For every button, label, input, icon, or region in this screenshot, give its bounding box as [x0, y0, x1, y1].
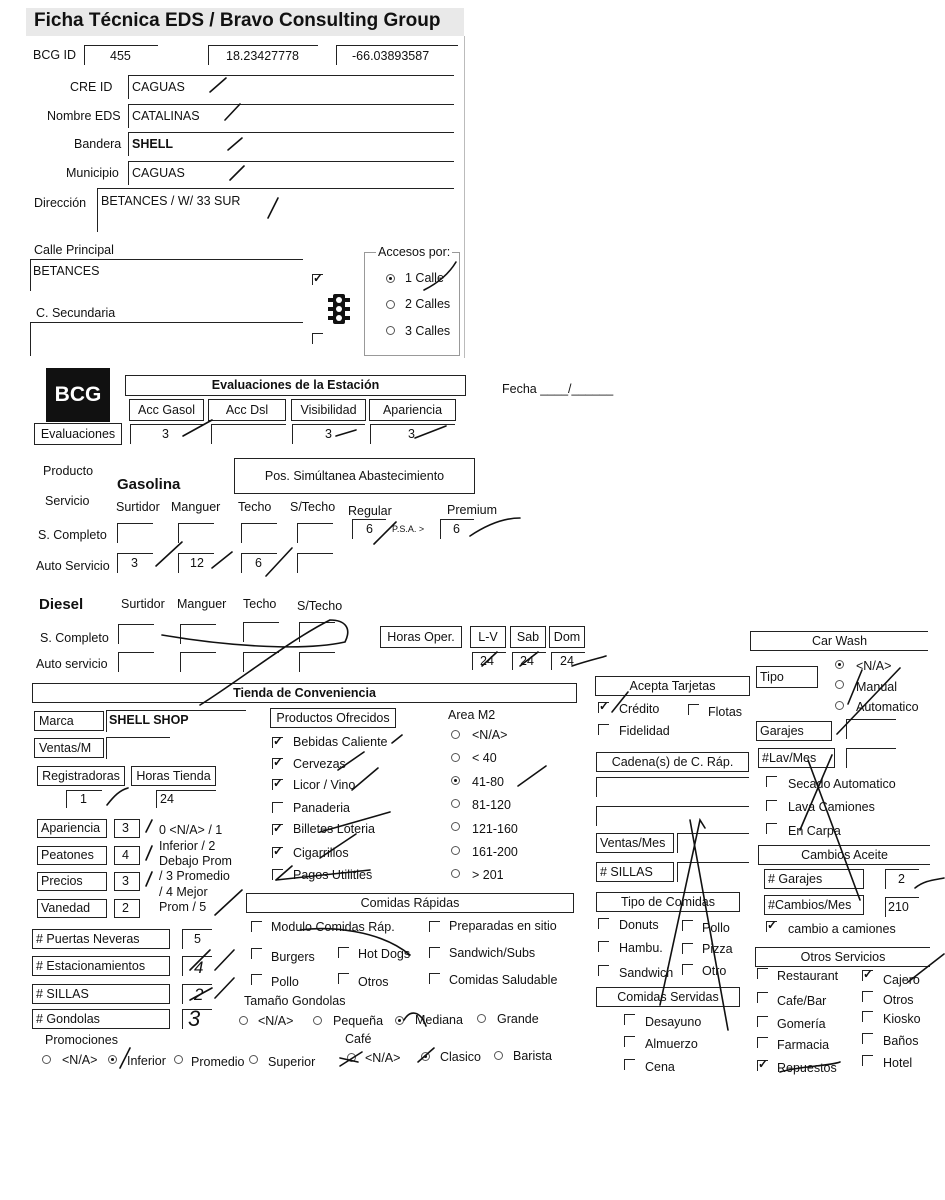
producto-label-2: Cervezas — [293, 757, 346, 771]
promocion-radio-1[interactable] — [42, 1055, 51, 1064]
garajes-label: Garajes — [756, 721, 832, 741]
producto-label-1: Bebidas Caliente — [293, 735, 388, 749]
count-puertas-label: # Puertas Neveras — [32, 929, 170, 949]
gas-sc-techo[interactable] — [241, 523, 277, 543]
registradoras-label: Registradoras — [37, 766, 125, 786]
comida-checkbox-5[interactable] — [429, 947, 440, 958]
bandera-label: Bandera — [74, 137, 122, 151]
dsl-as-techo[interactable] — [243, 652, 279, 672]
area-radio-5[interactable] — [451, 822, 460, 831]
gondola-option-4: Grande — [497, 1012, 539, 1026]
otro-servicio-label-2: Cajero — [883, 973, 920, 987]
cw-option-checkbox-1[interactable] — [766, 776, 777, 787]
direccion-value: BETANCES / W/ 33 SUR — [101, 194, 241, 208]
comida-label-7: Otros — [358, 975, 389, 989]
gas-as-surtidor-value: 3 — [131, 556, 138, 570]
gas-col-techo: Techo — [238, 500, 272, 514]
cadena-field-2[interactable] — [596, 806, 749, 826]
horas-tienda-label: Horas Tienda — [131, 766, 216, 786]
eval-visibilidad-value: 3 — [325, 427, 332, 441]
area-radio-3[interactable] — [451, 776, 460, 785]
tipo-comida-label-6: Otro — [702, 964, 727, 978]
otro-servicio-checkbox-5[interactable] — [757, 1016, 768, 1027]
cadena-field-1[interactable] — [596, 777, 749, 797]
area-option-1: <N/A> — [472, 728, 508, 742]
comida-checkbox-8[interactable] — [429, 973, 440, 984]
cafe-option-2: Clasico — [440, 1050, 481, 1064]
scale-text-4: / 3 Promedio — [159, 869, 230, 883]
tarjeta-checkbox-2[interactable] — [688, 704, 699, 715]
otro-servicio-label-9: Repuestos — [777, 1061, 837, 1075]
promocion-option-2: Inferior — [127, 1054, 166, 1068]
car-wash-tipo-radio-3[interactable] — [835, 701, 844, 710]
area-radio-4[interactable] — [451, 799, 460, 808]
otro-servicio-checkbox-7[interactable] — [757, 1037, 768, 1048]
tamano-gondolas-label: Tamaño Gondolas — [244, 994, 346, 1008]
aceite-cambios-value: 210 — [888, 900, 909, 914]
area-option-4: 81-120 — [472, 798, 511, 812]
accesos-option-2: 2 Calles — [405, 297, 451, 311]
cafe-option-1: <N/A> — [365, 1051, 401, 1065]
producto-label-7: Pagos Utilities — [293, 868, 373, 882]
car-wash-tipo-radio-1[interactable] — [835, 660, 844, 669]
gas-as-techo-value: 6 — [255, 556, 262, 570]
car-wash-tipo-option-3: Automatico — [856, 700, 919, 714]
otro-servicio-checkbox-3[interactable] — [757, 992, 768, 1003]
tarjeta-label-3: Fidelidad — [619, 724, 670, 738]
calle-principal-checkbox[interactable] — [312, 274, 323, 285]
dsl-col-surtidor: Surtidor — [121, 597, 165, 611]
promocion-option-3: Promedio — [191, 1055, 245, 1069]
accesos-label: Accesos por: — [378, 245, 451, 259]
eval-acc-dsl-field[interactable] — [211, 424, 286, 444]
promocion-radio-4[interactable] — [249, 1055, 258, 1064]
eval-col-acc-dsl: Acc Dsl — [208, 399, 286, 421]
horas-col-lv: L-V — [470, 626, 506, 648]
horas-oper-header: Horas Oper. — [380, 626, 462, 648]
scale-text-5: / 4 Mejor — [159, 885, 208, 899]
dsl-col-stecho: S/Techo — [297, 599, 343, 613]
otro-servicio-label-4: Otros — [883, 993, 914, 1007]
bcg-logo: BCG — [46, 368, 110, 422]
car-wash-tipo-option-1: <N/A> — [856, 659, 892, 673]
tipo-comida-label-4: Pizza — [702, 942, 733, 956]
ventas-mes-field[interactable] — [677, 833, 749, 853]
regular-label: Regular — [348, 504, 392, 518]
producto-checkbox-4[interactable] — [272, 802, 283, 813]
otro-servicio-label-6: Kiosko — [883, 1012, 921, 1026]
otro-servicio-label-1: Restaurant — [777, 969, 839, 983]
area-radio-6[interactable] — [451, 846, 460, 855]
accesos-radio-1[interactable] — [386, 274, 395, 283]
otro-servicio-checkbox-2[interactable] — [862, 970, 873, 981]
car-wash-tipo-radio-2[interactable] — [835, 680, 844, 689]
accesos-radio-2[interactable] — [386, 300, 395, 309]
bcg-id-label: BCG ID — [33, 48, 77, 62]
eval-col-acc-gasol: Acc Gasol — [129, 399, 204, 421]
gas-col-surtidor: Surtidor — [116, 500, 160, 514]
scale-text-3: Debajo Prom — [159, 854, 232, 868]
eval-acc-gasol-value: 3 — [162, 427, 169, 441]
tipo-comida-label-5: Sandwich — [619, 966, 674, 980]
gondola-radio-3[interactable] — [395, 1016, 404, 1025]
marca-value: SHELL SHOP — [109, 713, 189, 727]
bandera-field[interactable] — [128, 132, 454, 156]
comida-label-2: Preparadas en sitio — [449, 919, 557, 933]
gas-sc-stecho[interactable] — [297, 523, 333, 543]
tipo-comida-label-2: Pollo — [702, 921, 730, 935]
horas-tienda-value: 24 — [160, 792, 174, 806]
promocion-option-1: <N/A> — [62, 1053, 98, 1067]
producto-checkbox-5[interactable] — [272, 824, 283, 835]
ventas-m-label: Ventas/M — [34, 738, 104, 758]
cw-option-checkbox-2[interactable] — [766, 800, 777, 811]
cafe-radio-2[interactable] — [421, 1052, 430, 1061]
otro-servicio-checkbox-1[interactable] — [757, 968, 768, 979]
scale-text-2: Inferior / 2 — [159, 839, 216, 853]
rating-apariencia-value: 3 — [122, 821, 129, 835]
cafe-radio-3[interactable] — [494, 1051, 503, 1060]
producto-checkbox-2[interactable] — [272, 758, 283, 769]
premium-label: Premium — [447, 503, 498, 517]
cambio-camiones-checkbox[interactable] — [766, 921, 777, 932]
gas-s-completo-label: S. Completo — [38, 528, 107, 542]
otro-servicio-label-3: Cafe/Bar — [777, 994, 827, 1008]
servida-label-3: Cena — [645, 1060, 675, 1074]
tipo-comida-checkbox-3[interactable] — [598, 941, 609, 952]
area-option-7: > 201 — [472, 868, 504, 882]
producto-label: Producto — [43, 464, 94, 478]
producto-label-4: Panaderia — [293, 801, 350, 815]
municipio-value: CAGUAS — [132, 166, 185, 180]
area-option-2: < 40 — [472, 751, 497, 765]
scale-text-6: Prom / 5 — [159, 900, 207, 914]
nombre-eds-label: Nombre EDS — [47, 109, 121, 123]
calle-principal-value: BETANCES — [33, 264, 100, 278]
area-radio-7[interactable] — [451, 869, 460, 878]
gas-col-manguer: Manguer — [171, 500, 221, 514]
rating-precios-label: Precios — [37, 872, 107, 891]
comida-checkbox-4[interactable] — [338, 947, 349, 958]
otro-servicio-checkbox-6[interactable] — [862, 1011, 873, 1022]
count-puertas-value: 5 — [194, 932, 201, 946]
accesos-option-3: 3 Calles — [405, 324, 451, 338]
count-estacionamientos-label: # Estacionamientos — [32, 956, 170, 976]
tipo-comida-checkbox-5[interactable] — [598, 965, 609, 976]
comida-checkbox-3[interactable] — [251, 948, 262, 959]
cre-id-value: CAGUAS — [132, 80, 185, 94]
otro-servicio-checkbox-10[interactable] — [862, 1055, 873, 1066]
aceite-garajes-value: 2 — [898, 872, 905, 886]
dsl-as-stecho[interactable] — [299, 652, 335, 672]
comidas-servidas-header: Comidas Servidas — [596, 987, 740, 1007]
area-option-5: 121-160 — [472, 822, 518, 836]
horas-dom-value: 24 — [560, 654, 574, 668]
comida-label-1: Modulo Comidas Ráp. — [271, 920, 395, 934]
count-sillas-value: 2 — [194, 985, 204, 1004]
eval-apariencia-value: 3 — [408, 427, 415, 441]
premium-value: 6 — [453, 522, 460, 536]
dsl-sc-manguer[interactable] — [180, 624, 216, 644]
acepta-tarjetas-header: Acepta Tarjetas — [595, 676, 750, 696]
calle-secundaria-label: C. Secundaria — [36, 306, 116, 320]
cambios-aceite-header: Cambios Aceite — [758, 845, 930, 865]
tarjeta-label-1: Crédito — [619, 702, 660, 716]
tarjeta-checkbox-1[interactable] — [598, 702, 609, 713]
gondola-radio-2[interactable] — [313, 1016, 322, 1025]
promociones-label: Promociones — [45, 1033, 118, 1047]
otro-servicio-checkbox-4[interactable] — [862, 991, 873, 1002]
rating-peatones-value: 4 — [122, 848, 129, 862]
rating-peatones-label: Peatones — [37, 846, 107, 865]
dsl-s-completo-label: S. Completo — [40, 631, 109, 645]
car-wash-tipo-option-2: Manual — [856, 680, 897, 694]
aceite-cambios-label: #Cambios/Mes — [764, 895, 864, 915]
servida-label-1: Desayuno — [645, 1015, 702, 1029]
gas-sc-manguer[interactable] — [178, 523, 214, 543]
cw-option-label-1: Secado Automatico — [788, 777, 896, 791]
nombre-eds-value: CATALINAS — [132, 109, 200, 123]
gondola-radio-4[interactable] — [477, 1014, 486, 1023]
tipo-comida-checkbox-4[interactable] — [682, 943, 693, 954]
servicio-label: Servicio — [45, 494, 90, 508]
count-sillas-label: # SILLAS — [32, 984, 170, 1004]
producto-checkbox-6[interactable] — [272, 847, 283, 858]
productos-header: Productos Ofrecidos — [270, 708, 396, 728]
count-gondolas-label: # Gondolas — [32, 1009, 170, 1029]
ventas-m-field[interactable] — [106, 737, 170, 759]
area-option-6: 161-200 — [472, 845, 518, 859]
eval-col-visibilidad: Visibilidad — [291, 399, 366, 421]
count-gondolas-value: 3 — [188, 1006, 201, 1031]
dsl-sc-techo[interactable] — [243, 622, 279, 642]
cadena-header: Cadena(s) de C. Ráp. — [596, 752, 749, 772]
form-title: Ficha Técnica EDS / Bravo Consulting Group — [34, 10, 441, 31]
area-radio-2[interactable] — [451, 753, 460, 762]
diesel-title: Diesel — [39, 596, 84, 613]
comida-checkbox-7[interactable] — [338, 973, 349, 984]
calle-secundaria-field[interactable] — [30, 322, 303, 356]
horas-col-dom: Dom — [549, 626, 585, 648]
tipo-comida-label-1: Donuts — [619, 918, 659, 932]
sillas-cr-field[interactable] — [677, 862, 749, 882]
garajes-field[interactable] — [846, 719, 896, 739]
servida-checkbox-2[interactable] — [624, 1036, 635, 1047]
horas-sab-value: 24 — [520, 654, 534, 668]
cafe-option-3: Barista — [513, 1049, 552, 1063]
comida-label-4: Hot Dogs — [358, 947, 411, 961]
bcg-id-value: 455 — [110, 49, 131, 63]
gondola-option-3: Mediana — [415, 1013, 463, 1027]
tienda-header: Tienda de Conveniencia — [32, 683, 577, 703]
comidas-rapidas-header: Comidas Rápidas — [246, 893, 574, 913]
psa-label: P.S.A. > — [392, 524, 425, 534]
cambio-camiones-label: cambio a camiones — [788, 922, 896, 936]
promocion-radio-2[interactable] — [108, 1055, 117, 1064]
comida-label-6: Pollo — [271, 975, 299, 989]
producto-checkbox-1[interactable] — [272, 737, 283, 748]
otro-servicio-label-7: Farmacia — [777, 1038, 830, 1052]
municipio-label: Municipio — [66, 166, 119, 180]
area-option-3: 41-80 — [472, 775, 504, 789]
area-radio-1[interactable] — [451, 730, 460, 739]
gondola-radio-1[interactable] — [239, 1016, 248, 1025]
accesos-radio-3[interactable] — [386, 326, 395, 335]
cw-option-label-2: Lava Camiones — [788, 800, 875, 814]
horas-lv-value: 24 — [480, 654, 494, 668]
tipo-comida-label-3: Hambu. — [619, 941, 663, 955]
tipo-comidas-header: Tipo de Comidas — [596, 892, 740, 912]
otro-servicio-checkbox-8[interactable] — [862, 1033, 873, 1044]
otro-servicio-label-5: Gomería — [777, 1017, 826, 1031]
direccion-label: Dirección — [34, 196, 87, 210]
latitude-value: 18.23427778 — [226, 49, 299, 63]
promocion-radio-3[interactable] — [174, 1055, 183, 1064]
producto-label-3: Licor / Vino — [293, 778, 356, 792]
servida-checkbox-3[interactable] — [624, 1059, 635, 1070]
tipo-comida-checkbox-1[interactable] — [598, 918, 609, 929]
fecha-label: Fecha ____/______ — [502, 382, 614, 396]
tarjeta-label-2: Flotas — [708, 705, 743, 719]
gas-as-manguer-value: 12 — [190, 556, 204, 570]
car-wash-header: Car Wash — [750, 631, 928, 651]
cafe-radio-1[interactable] — [347, 1053, 356, 1062]
dsl-col-techo: Techo — [243, 597, 277, 611]
calle-principal-label: Calle Principal — [34, 243, 114, 257]
otro-servicio-label-8: Baños — [883, 1034, 919, 1048]
gas-col-stecho: S/Techo — [290, 500, 336, 514]
rating-vanedad-label: Vanedad — [37, 899, 107, 918]
cw-option-label-3: En Carpa — [788, 824, 841, 838]
marca-label: Marca — [34, 711, 104, 731]
regular-value: 6 — [366, 522, 373, 536]
dsl-sc-stecho[interactable] — [299, 622, 335, 642]
dsl-sc-surtidor[interactable] — [118, 624, 154, 644]
comida-checkbox-2[interactable] — [429, 921, 440, 932]
tipo-comida-checkbox-2[interactable] — [682, 920, 693, 931]
comida-checkbox-6[interactable] — [251, 974, 262, 985]
accesos-option-1: 1 Calle — [405, 271, 444, 285]
comida-label-3: Burgers — [271, 950, 315, 964]
producto-checkbox-7[interactable] — [272, 869, 283, 880]
gas-auto-servicio-label: Auto Servicio — [36, 559, 110, 573]
ventas-mes-label: Ventas/Mes — [596, 833, 674, 853]
gas-as-stecho[interactable] — [297, 553, 333, 573]
cre-id-label: CRE ID — [70, 80, 113, 94]
eval-col-apariencia: Apariencia — [369, 399, 456, 421]
rating-apariencia-label: Apariencia — [37, 819, 107, 838]
registradoras-value: 1 — [80, 792, 87, 806]
tarjeta-checkbox-3[interactable] — [598, 724, 609, 735]
area-m2-label: Area M2 — [448, 708, 496, 722]
gas-sc-surtidor[interactable] — [117, 523, 153, 543]
evaluaciones-header: Evaluaciones de la Estación — [125, 375, 466, 396]
otros-servicios-header: Otros Servicios — [755, 947, 930, 967]
aceite-garajes-label: # Garajes — [764, 869, 864, 889]
dsl-col-manguer: Manguer — [177, 597, 227, 611]
producto-label-6: Cigarrillos — [293, 846, 349, 860]
calle-secundaria-checkbox[interactable] — [312, 333, 323, 344]
gondola-option-1: <N/A> — [258, 1014, 294, 1028]
comida-label-5: Sandwich/Subs — [449, 946, 536, 960]
dsl-as-surtidor[interactable] — [118, 652, 154, 672]
tipo-comida-checkbox-6[interactable] — [682, 964, 693, 975]
comida-label-8: Comidas Saludable — [449, 973, 558, 987]
otro-servicio-checkbox-9[interactable] — [757, 1060, 768, 1071]
traffic-light-icon — [326, 292, 352, 326]
longitude-value: -66.03893587 — [352, 49, 430, 63]
car-wash-tipo-label: Tipo — [756, 666, 818, 688]
pos-simultanea-header: Pos. Simúltanea Abastecimiento — [234, 458, 475, 494]
count-estacionamientos-value: 4 — [194, 958, 204, 977]
gondola-option-2: Pequeña — [333, 1014, 384, 1028]
scale-text-1: 0 <N/A> / 1 — [159, 823, 223, 837]
dsl-as-manguer[interactable] — [180, 652, 216, 672]
producto-checkbox-3[interactable] — [272, 779, 283, 790]
gasolina-title: Gasolina — [117, 476, 181, 493]
producto-label-5: Billetes Loteria — [293, 822, 375, 836]
servida-label-2: Almuerzo — [645, 1037, 698, 1051]
bandera-value: SHELL — [132, 137, 173, 151]
comida-checkbox-1[interactable] — [251, 921, 262, 932]
horas-col-sab: Sab — [510, 626, 546, 648]
evaluaciones-button[interactable]: Evaluaciones — [34, 423, 122, 445]
servida-checkbox-1[interactable] — [624, 1014, 635, 1025]
cw-option-checkbox-3[interactable] — [766, 823, 777, 834]
lav-mes-field[interactable] — [846, 748, 896, 768]
promocion-option-4: Superior — [268, 1055, 316, 1069]
lav-mes-label: #Lav/Mes — [758, 748, 835, 768]
cafe-label: Café — [345, 1032, 372, 1046]
dsl-auto-servicio-label: Auto servicio — [36, 657, 108, 671]
rating-vanedad-value: 2 — [122, 901, 129, 915]
otro-servicio-label-10: Hotel — [883, 1056, 913, 1070]
rating-precios-value: 3 — [122, 874, 129, 888]
sillas-cr-label: # SILLAS — [596, 862, 674, 882]
